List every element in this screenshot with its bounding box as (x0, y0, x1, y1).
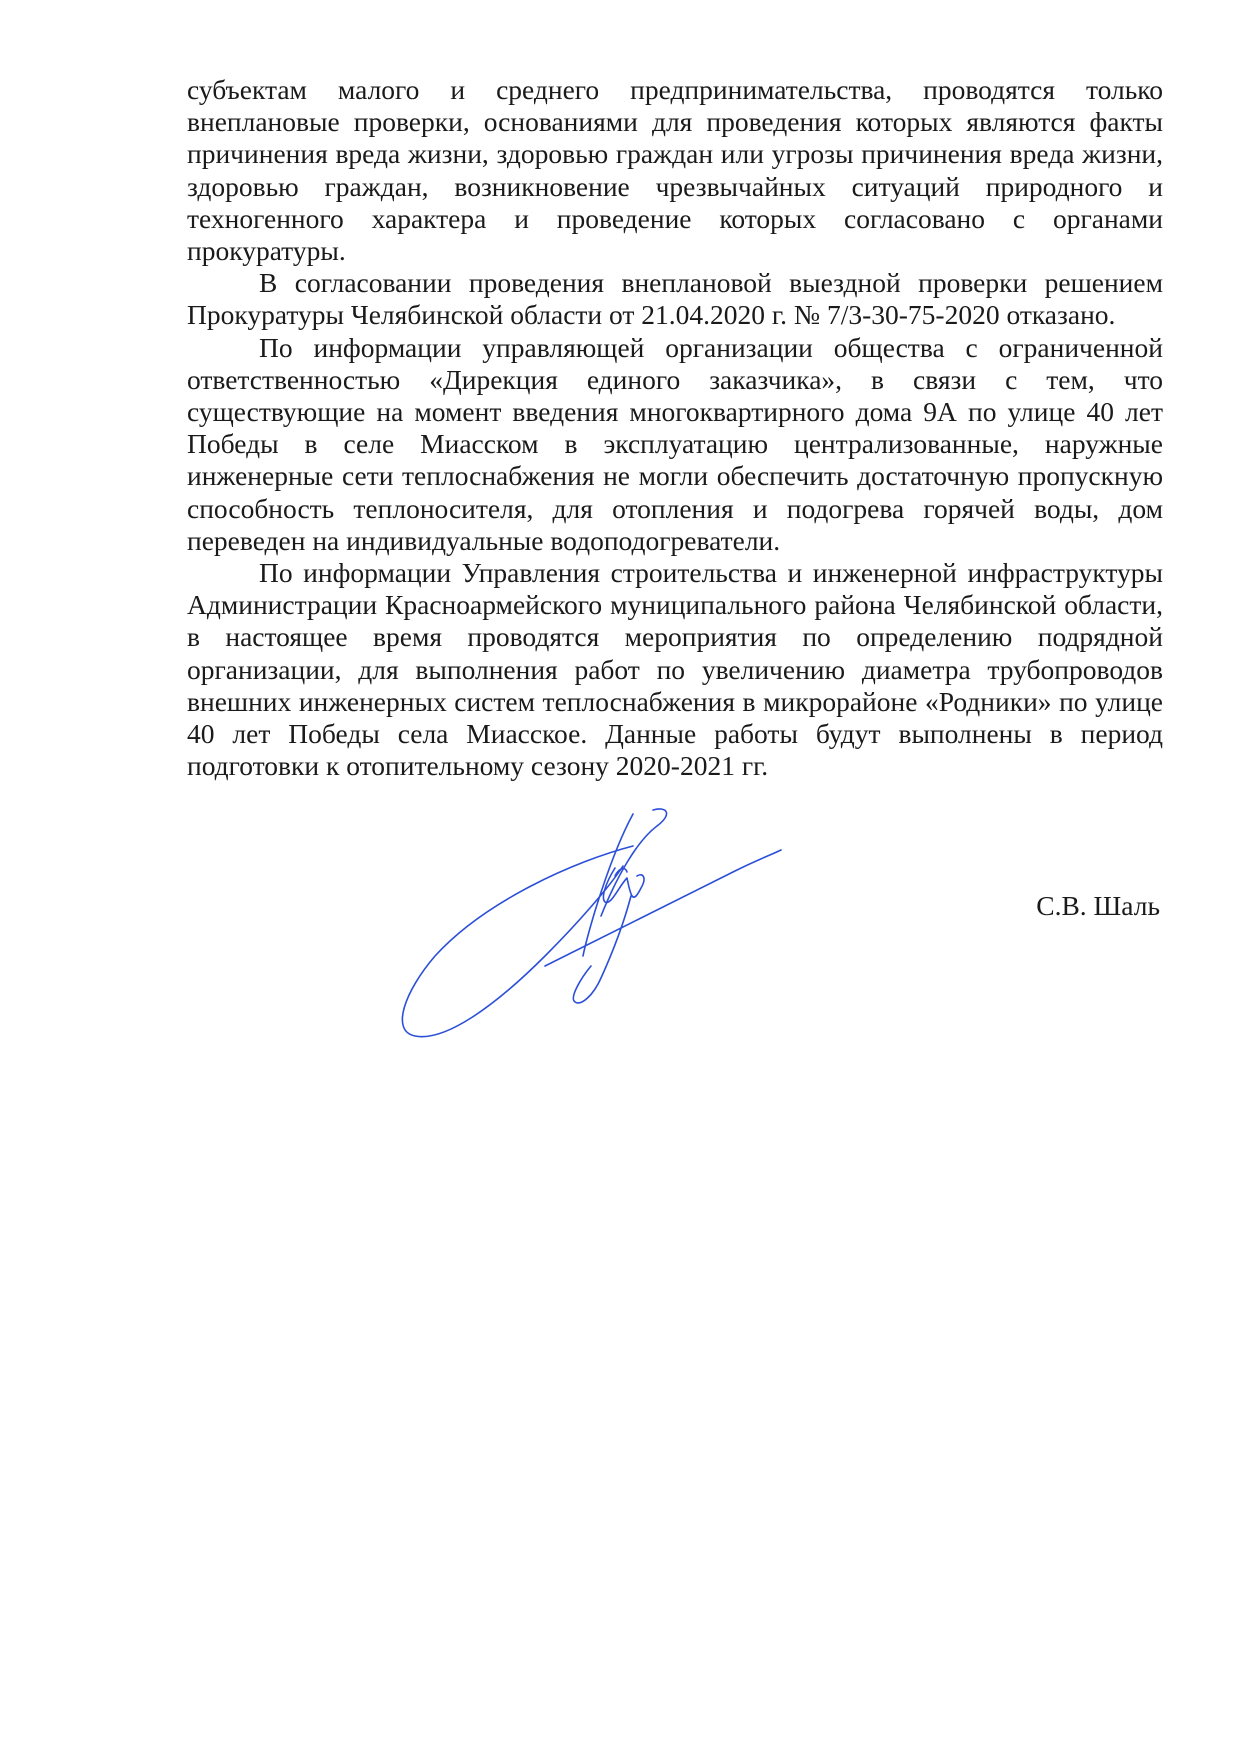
letter-body (187, 74, 1163, 782)
signer-name: С.В. Шаль (1036, 890, 1160, 921)
paragraph-prosecutor-refusal: В согласовании проведения внеплановой выездной проверки решением Прокуратуры Челябинской области от 21.04.2020 г. № 7/3-30-75-2020 отказано. (187, 267, 1163, 331)
paragraph-management-company: По информации управляющей организации общества с ограниченной ответственностью «Дирекция единого заказчика», в связи с тем, что существующие на момент введения многоквартирного дома 9А по улице 40 лет Победы в селе Миасском в эксплуатацию централизованные, наружные инженерные сети теплоснабжения не могли обеспечить достаточную пропускную способность теплоносителя, для отопления и подогрева горячей воды, дом переведен на индивидуальные водоподогреватели. (187, 331, 1163, 556)
paragraph-construction-department: По информации Управления строительства и инженерной инфраструктуры Администрации Красноармейского муниципального района Челябинской области, в настоящее время проводятся мероприятия по определению подрядной организации, для выполнения работ по увеличению диаметра трубопроводов внешних инженерных систем теплоснабжения в микрорайоне «Родники» по улице 40 лет Победы села Миасское. Данные работы будут выполнены в период подготовки к отопительному сезону 2020-2021 гг. (187, 557, 1163, 782)
signature-icon (405, 806, 825, 1046)
handwritten-signature (405, 806, 825, 1046)
paragraph-inspections: субъектам малого и среднего предпринимательства, проводятся только внеплановые проверки, основаниями для проведения которых являются факты причинения вреда жизни, здоровью граждан или угрозы причинения вреда жизни, здоровью граждан, возникновение чрезвычайных ситуаций природного и техногенного характера и проведение которых согласовано с органами прокуратуры. (187, 74, 1163, 267)
